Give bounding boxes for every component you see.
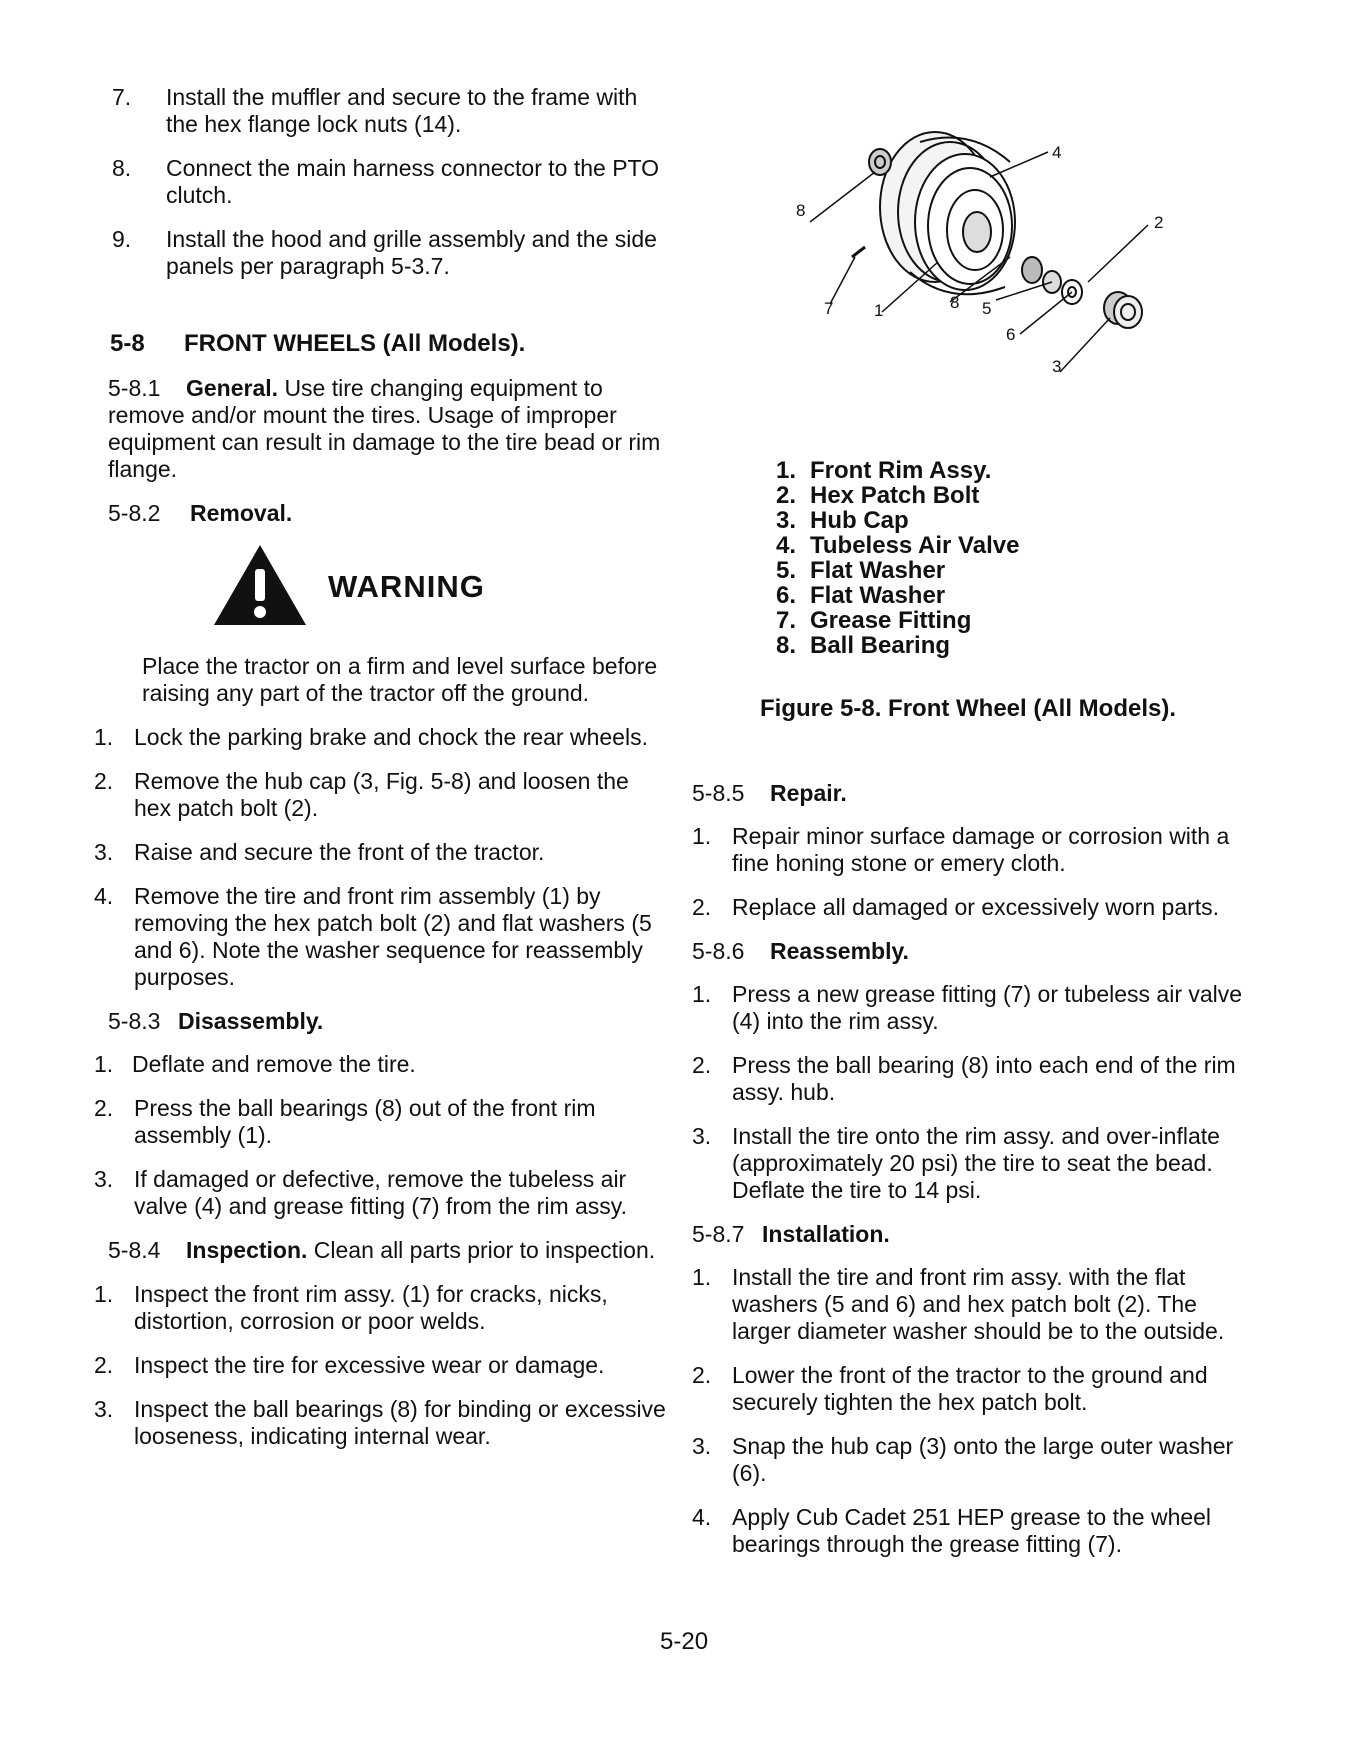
legend-item: 4. Tubeless Air Valve bbox=[776, 532, 1020, 559]
legend-item: 5. Flat Washer bbox=[776, 557, 946, 584]
legend-item: 2. Hex Patch Bolt bbox=[776, 482, 980, 509]
disassembly-step: 2. Press the ball bearings (8) out of the front rim assembly (1). bbox=[94, 1095, 596, 1148]
installation-heading: 5-8.7 Installation. bbox=[692, 1221, 890, 1247]
legend-item: 7. Grease Fitting bbox=[776, 607, 972, 634]
warning-label: WARNING bbox=[328, 569, 485, 604]
intro-step: 7. Install the muffler and secure to the frame with the hex flange lock nuts (14). bbox=[112, 84, 638, 137]
callout-4: 4 bbox=[1052, 143, 1062, 162]
callout-1: 1 bbox=[874, 301, 884, 320]
disassembly-step: 3. If damaged or defective, remove the tubeless air valve (4) and grease fitting (7) from the rim assy. bbox=[94, 1166, 627, 1219]
warning-block bbox=[212, 543, 672, 633]
callout-8: 8 bbox=[796, 201, 806, 220]
reassembly-step: 2. Press the ball bearing (8) into each end of the rim assy. hub. bbox=[692, 1052, 1236, 1105]
inspection-step: 3. Inspect the ball bearings (8) for binding or excessive looseness, indicating internal wear. bbox=[94, 1396, 666, 1449]
removal-step: 3. Raise and secure the front of the tractor. bbox=[94, 839, 545, 865]
disassembly-step: 1. Deflate and remove the tire. bbox=[94, 1051, 416, 1077]
reassembly-heading: 5-8.6 Reassembly. bbox=[692, 938, 909, 964]
removal-step: 2. Remove the hub cap (3, Fig. 5-8) and loosen the hex patch bolt (2). bbox=[94, 768, 629, 821]
reassembly-step: 1. Press a new grease fitting (7) or tubeless air valve (4) into the rim assy. bbox=[692, 981, 1243, 1034]
page-number: 5-20 bbox=[660, 1628, 709, 1655]
installation-step: 1. Install the tire and front rim assy. with the flat washers (5 and 6) and hex patch bolt (2). The larger diameter washer should be to the outside. bbox=[692, 1264, 1225, 1344]
warning-icon bbox=[212, 543, 308, 627]
reassembly-step: 3. Install the tire onto the rim assy. and over-inflate (approximately 20 psi) the tire to seat the bead. Deflate the tire to 14 psi. bbox=[692, 1123, 1220, 1203]
figure-caption: Figure 5-8. Front Wheel (All Models). bbox=[760, 695, 1177, 722]
callout-3: 3 bbox=[1052, 357, 1062, 376]
installation-step: 4. Apply Cub Cadet 251 HEP grease to the wheel bearings through the grease fitting (7). bbox=[692, 1504, 1212, 1557]
callout-6: 6 bbox=[1006, 325, 1016, 344]
intro-step: 8. Connect the main harness connector to the PTO clutch. bbox=[112, 155, 660, 208]
figure-legend bbox=[776, 458, 1019, 658]
callout-8b: 8 bbox=[950, 293, 960, 312]
repair-step: 2. Replace all damaged or excessively worn parts. bbox=[692, 894, 1220, 920]
disassembly-heading: 5-8.3 Disassembly. bbox=[108, 1008, 324, 1034]
right-column bbox=[692, 722, 1252, 1575]
callout-7: 7 bbox=[824, 299, 834, 318]
inspection-step: 1. Inspect the front rim assy. (1) for cracks, nicks, distortion, corrosion or poor welds. bbox=[94, 1281, 608, 1334]
front-wheel-exploded-diagram bbox=[770, 122, 1190, 432]
repair-step: 1. Repair minor surface damage or corrosion with a fine honing stone or emery cloth. bbox=[692, 823, 1230, 876]
installation-step: 3. Snap the hub cap (3) onto the large outer washer (6). bbox=[692, 1433, 1234, 1486]
installation-step: 2. Lower the front of the tractor to the ground and securely tighten the hex patch bolt. bbox=[692, 1362, 1208, 1415]
repair-heading: 5-8.5 Repair. bbox=[692, 780, 847, 806]
inspection-paragraph: 5-8.4 Inspection. Clean all parts prior to inspection. bbox=[108, 1237, 656, 1263]
general-paragraph: 5-8.1 General. Use tire changing equipment to remove and/or mount the tires. Usage of improper equipment can result in damage to the tire bead or rim flange. bbox=[108, 375, 661, 482]
callout-5: 5 bbox=[982, 299, 992, 318]
left-column bbox=[94, 84, 672, 1467]
callout-2: 2 bbox=[1154, 213, 1164, 232]
removal-step: 4. Remove the tire and front rim assembly (1) by removing the hex patch bolt (2) and flat washers (5 and 6). Note the washer sequence for reassembly purposes. bbox=[94, 883, 652, 990]
legend-item: 3. Hub Cap bbox=[776, 507, 909, 534]
warning-text: Place the tractor on a firm and level surface before raising any part of the tractor off the ground. bbox=[142, 653, 658, 706]
removal-heading: 5-8.2 Removal. bbox=[108, 500, 293, 526]
legend-item: 8. Ball Bearing bbox=[776, 632, 951, 659]
legend-item: 1. Front Rim Assy. bbox=[776, 457, 992, 484]
intro-step: 9. Install the hood and grille assembly and the side panels per paragraph 5-3.7. bbox=[112, 226, 657, 279]
legend-item: 6. Flat Washer bbox=[776, 582, 946, 609]
inspection-step: 2. Inspect the tire for excessive wear or damage. bbox=[94, 1352, 605, 1378]
section-heading: 5-8 FRONT WHEELS (All Models). bbox=[110, 330, 526, 357]
removal-step: 1. Lock the parking brake and chock the rear wheels. bbox=[94, 724, 648, 750]
